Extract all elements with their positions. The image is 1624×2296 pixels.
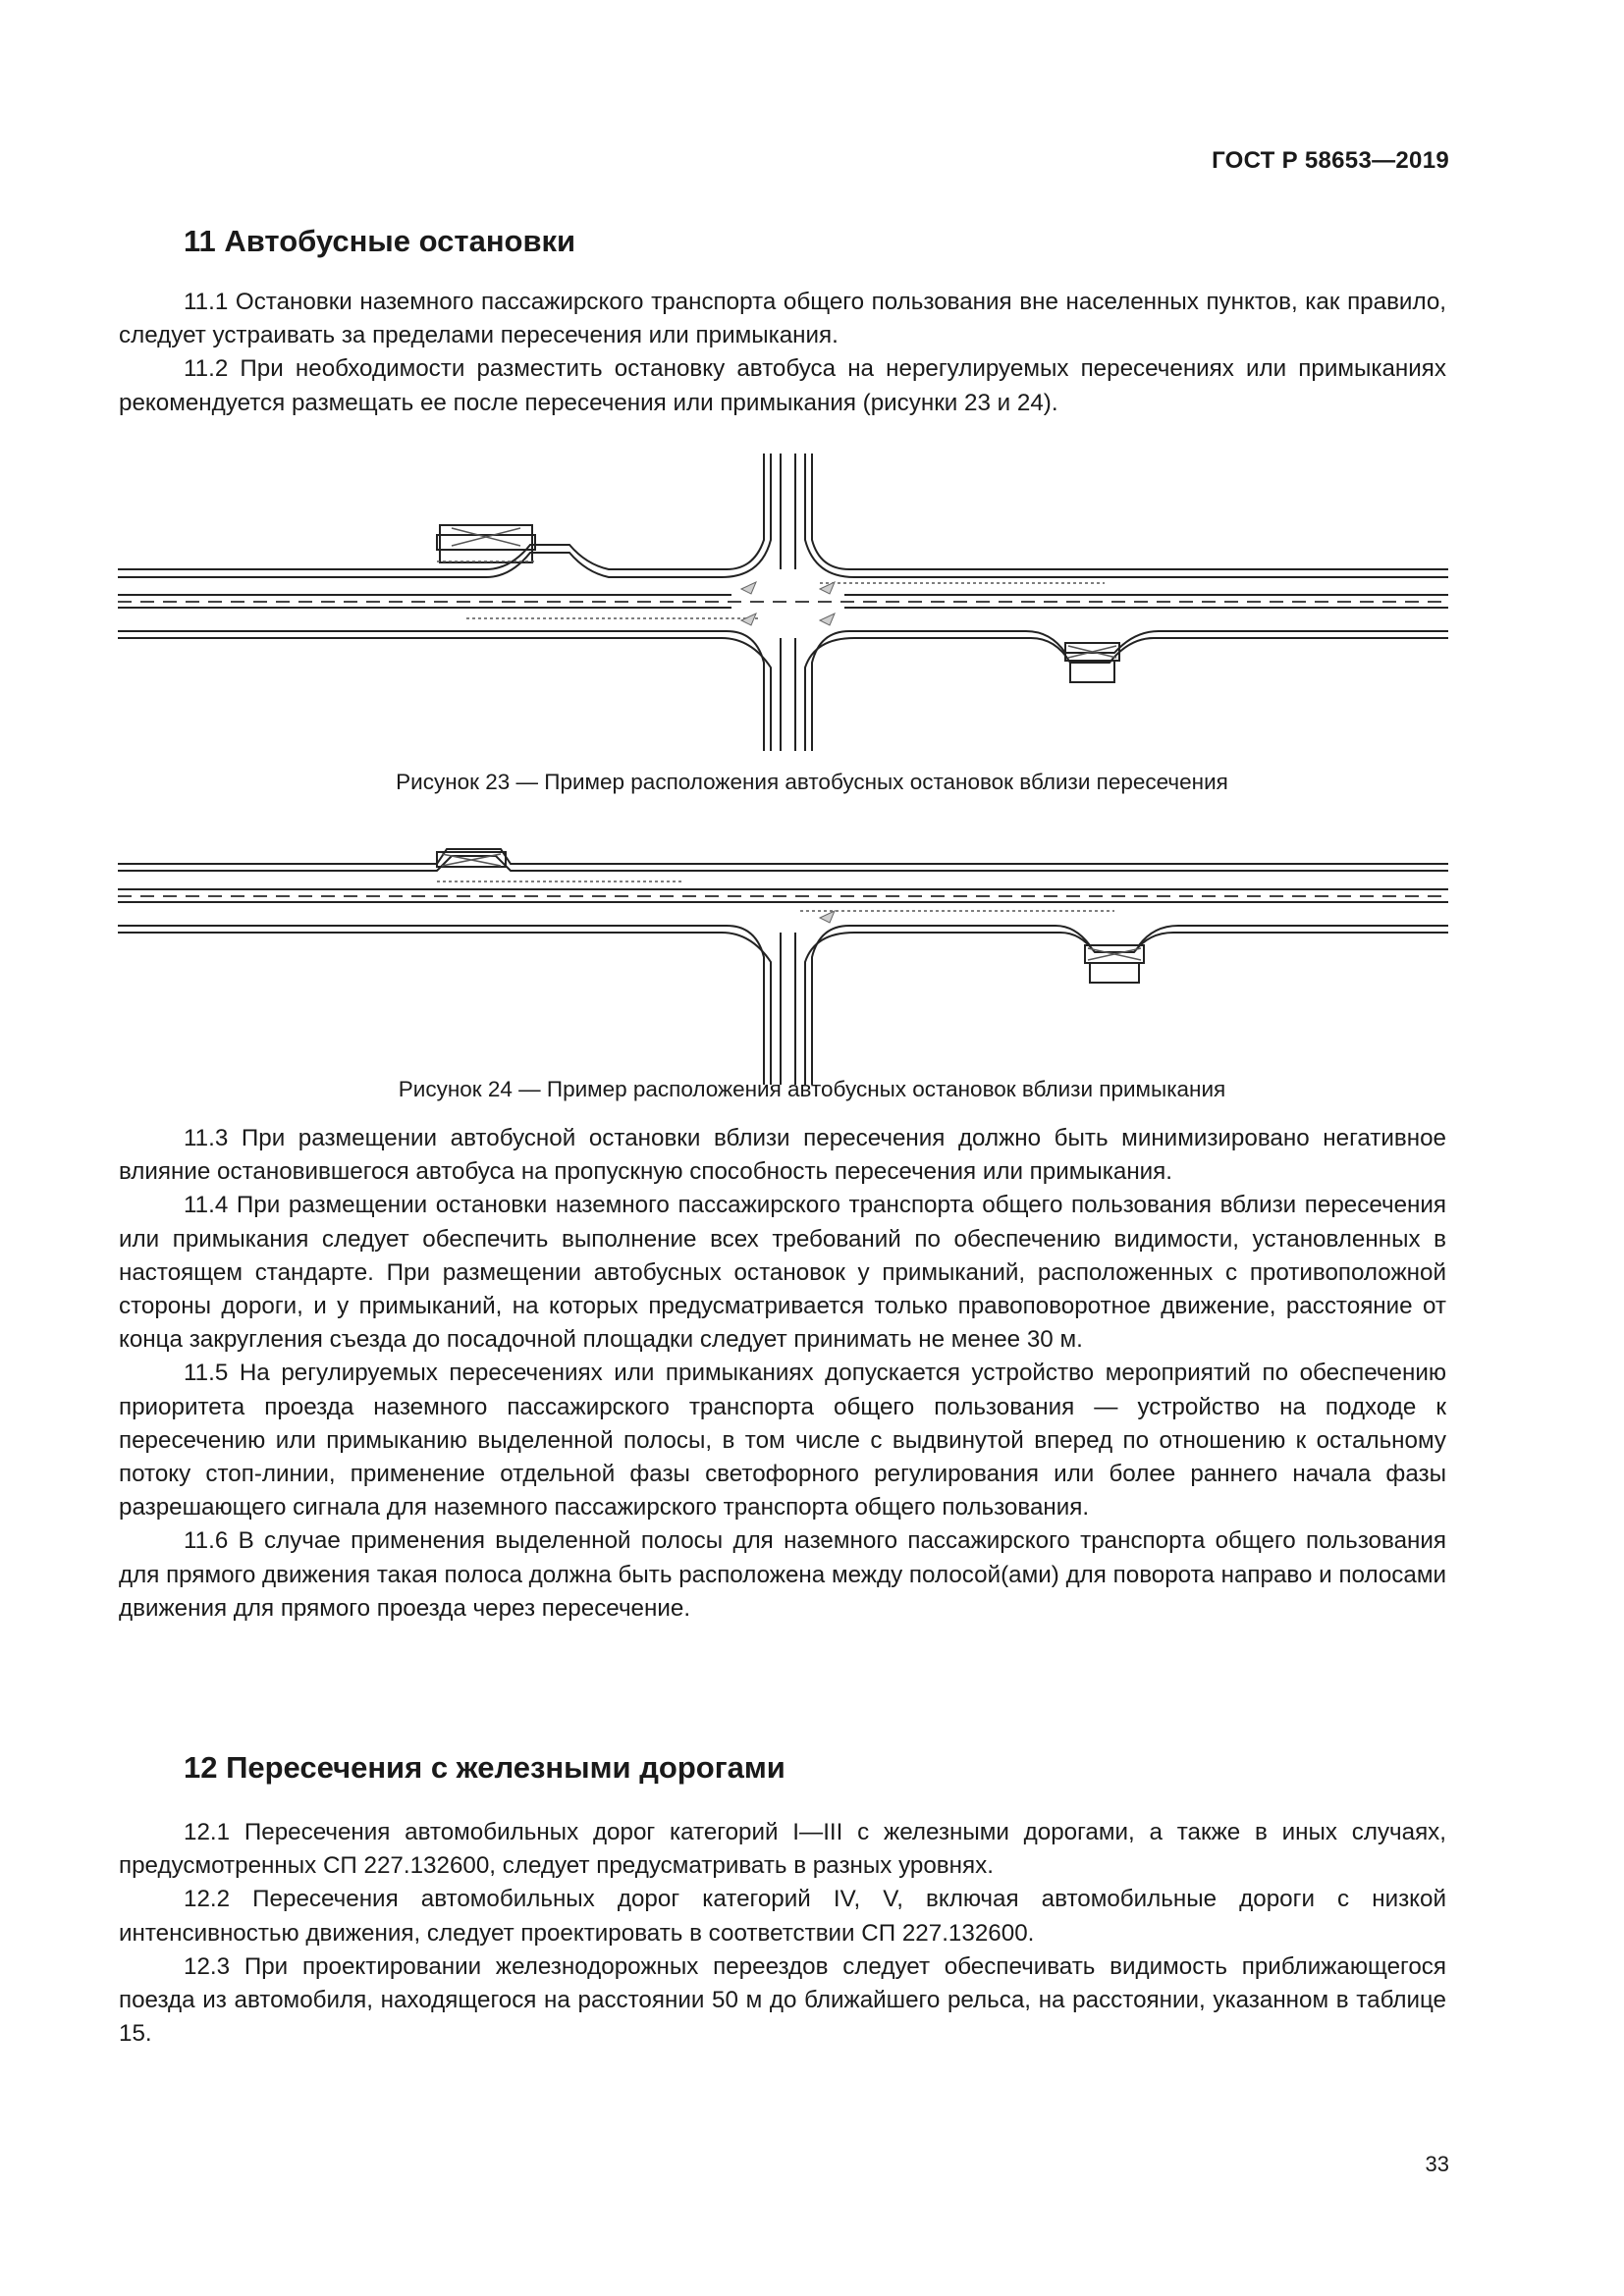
section-11-body xyxy=(119,1122,1446,1626)
paragraph-11-4: 11.4 При размещении остановки наземного пассажирского транспорта общего пользования вблизи пересечения или примыкания следует обеспечить выполнение всех требований по обеспечению видимости, установленных в настоящем стандарте. При размещении автобусных остановок у примыканий, расположенных с противоположной стороны дороги, и у примыканий, на которых предусматривается только правоповоротное движение, расстояние от конца закругления съезда до посадочной площадки следует принимать не менее 30 м. xyxy=(119,1192,1446,1354)
section-12-body xyxy=(119,1816,1446,2051)
paragraph-11-5: 11.5 На регулируемых пересечениях или примыканиях допускается устройство мероприятий по обеспечению приоритета проезда наземного пассажирского транспорта общего пользования — устройство на подходе к пересечению или примыканию выделенной полосы, в том числе с выдвинутой вперед по отношению к остальному потоку стоп-линии, применение отдельной фазы светофорного регулирования или более раннего начала фазы разрешающего сигнала для наземного пассажирского транспорта общего пользования. xyxy=(119,1360,1446,1522)
standard-number: ГОСТ Р 58653—2019 xyxy=(1212,147,1449,174)
paragraph-11-3: 11.3 При размещении автобусной остановки вблизи пересечения должно быть минимизировано негативное влияние остановившегося автобуса на пропускную способность пересечения или примыкания. xyxy=(119,1125,1446,1186)
figure-23-caption: Рисунок 23 — Пример расположения автобусных остановок вблизи пересечения xyxy=(396,770,1228,794)
paragraph-12-1: 12.1 Пересечения автомобильных дорог категорий I—III с железными дорогами, а также в иных случаях, предусмотренных СП 227.132600, следует предусматривать в разных уровнях. xyxy=(119,1819,1446,1880)
section-11-title: 11 Автобусные остановки xyxy=(184,224,576,258)
paragraph-12-2: 12.2 Пересечения автомобильных дорог категорий IV, V, включая автомобильные дороги с низкой интенсивностью движения, следует проектировать в соответствии СП 227.132600. xyxy=(119,1886,1446,1947)
section-12-title: 12 Пересечения с железными дорогами xyxy=(184,1750,785,1785)
section-11-intro xyxy=(119,286,1446,420)
page-number: 33 xyxy=(1425,2152,1449,2176)
paragraph-11-2: 11.2 При необходимости разместить остановку автобуса на нерегулируемых пересечениях или примыканиях рекомендуется размещать ее после пересечения или примыкания (рисунки 23 и 24). xyxy=(119,355,1446,416)
paragraph-11-6: 11.6 В случае применения выделенной полосы для наземного пассажирского транспорта общего пользования для прямого движения такая полоса должна быть расположена между полосой(ами) для поворота направо и полосами движения для прямого проезда через пересечение. xyxy=(119,1527,1446,1622)
figure-23-intersection-diagram xyxy=(113,452,1448,756)
figure-24-junction-diagram xyxy=(113,844,1448,1090)
paragraph-11-1: 11.1 Остановки наземного пассажирского транспорта общего пользования вне населенных пунктов, как правило, следует устраивать за пределами пересечения или примыкания. xyxy=(119,289,1446,349)
figure-24-caption: Рисунок 24 — Пример расположения автобусных остановок вблизи примыкания xyxy=(398,1077,1226,1101)
paragraph-12-3: 12.3 При проектировании железнодорожных переездов следует обеспечивать видимость приближающегося поезда из автомобиля, находящегося на расстоянии 50 м до ближайшего рельса, на расстоянии, указанном в таблице 15. xyxy=(119,1952,1446,2048)
